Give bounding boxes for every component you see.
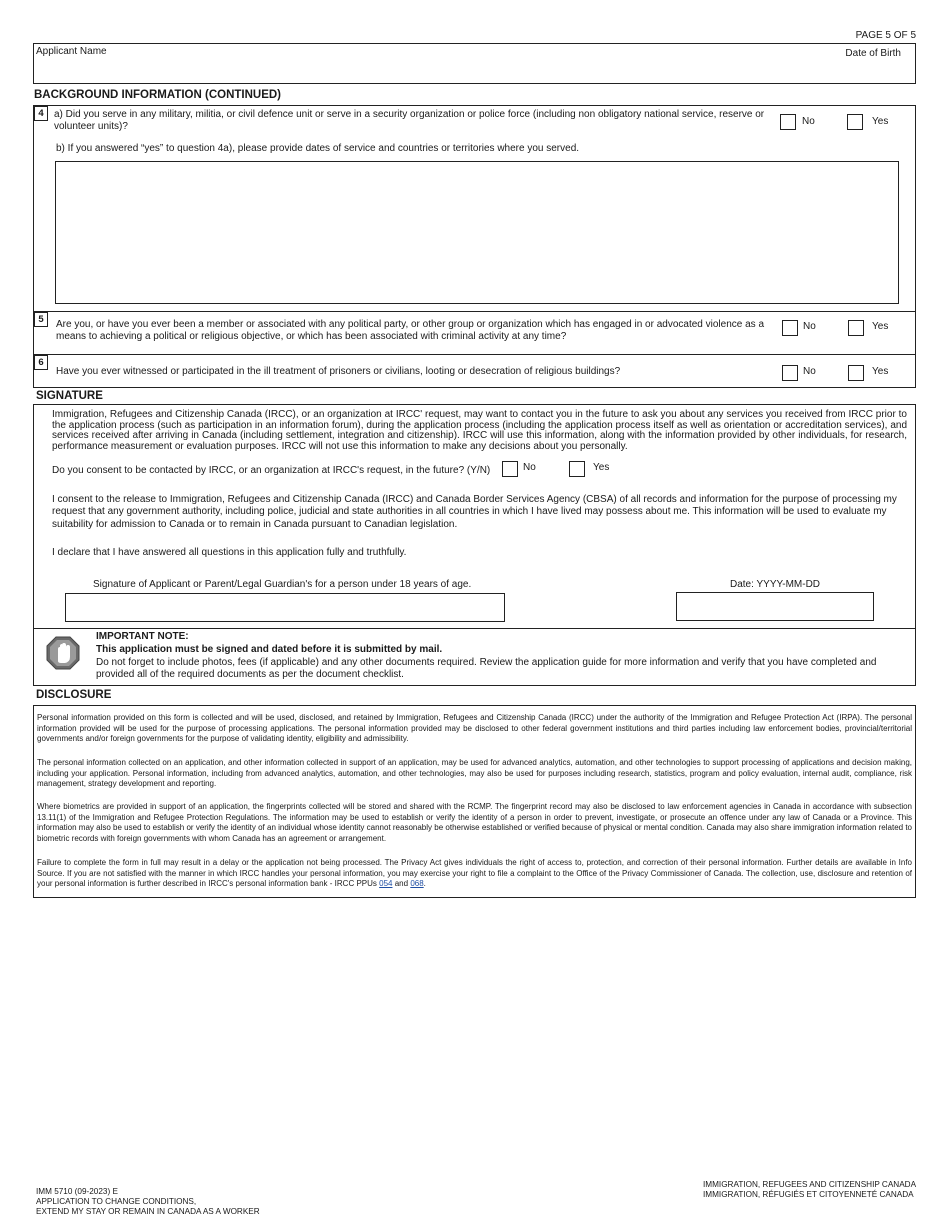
disclosure-paragraph-4 (37, 858, 912, 890)
department-english: IMMIGRATION, REFUGEES AND CITIZENSHIP CANADA (703, 1180, 917, 1189)
q6-no-checkbox[interactable] (782, 365, 798, 381)
release-consent-text: I consent to the release to Immigration, Refugees and Citizenship Canada (IRCC) and Canada Border Services Agency (CBSA) of all records and information for the purpose of processing my request that any government authority, including police, judicial and state authorities in all countries in which I have lived may possess about me. This information will be used to evaluate my suitability for admission to Canada or to remain in Canada pursuant to Canadian legislation. (52, 494, 897, 530)
q5-no-checkbox[interactable] (782, 320, 798, 336)
date-label: Date: YYYY-MM-DD (730, 579, 821, 590)
page-number: PAGE 5 OF 5 (855, 30, 916, 41)
question-6 (33, 354, 916, 388)
declaration-text: I declare that I have answered all questions in this application fully and truthfully. (52, 547, 407, 558)
form-id: IMM 5710 (09-2023) E (36, 1187, 118, 1196)
ppu-068-link[interactable]: 068 (410, 879, 424, 888)
background-title: BACKGROUND INFORMATION (CONTINUED) (34, 89, 282, 101)
department-french: IMMIGRATION, RÉFUGIÉS ET CITOYENNETÉ CANADA (703, 1190, 914, 1199)
consent-question: Do you consent to be contacted by IRCC, or an organization at IRCC's request, in the future? (Y/N) (52, 465, 491, 476)
question-4a-text: a) Did you serve in any military, militia, or civil defence unit or serve in a security organization or police force (including non obligatory national service, reserve or volunteer units)? (54, 109, 765, 132)
q4-yes-checkbox[interactable] (847, 114, 863, 130)
period-text: . (423, 879, 426, 888)
yes-label: Yes (872, 116, 889, 127)
consent-yes-checkbox[interactable] (569, 461, 585, 477)
no-label: No (802, 116, 815, 127)
consent-no-checkbox[interactable] (502, 461, 518, 477)
yes-label: Yes (593, 462, 610, 473)
note-bold-text: This application must be signed and dated before it is submitted by mail. (96, 644, 443, 655)
q5-yes-checkbox[interactable] (848, 320, 864, 336)
and-text: and (394, 879, 409, 888)
important-note (33, 628, 916, 686)
signature-title: SIGNATURE (36, 390, 103, 402)
signature-section (33, 404, 916, 629)
q4-answer-textarea[interactable] (55, 161, 899, 304)
applicant-header (33, 43, 916, 84)
yes-label: Yes (872, 321, 889, 332)
question-number: 4 (34, 106, 48, 121)
question-number: 6 (34, 355, 48, 370)
date-field[interactable] (676, 592, 874, 621)
dob-input[interactable] (821, 60, 911, 80)
note-title: IMPORTANT NOTE: (96, 631, 189, 642)
question-4 (33, 105, 916, 312)
ppu-054-link[interactable]: 054 (379, 879, 393, 888)
disclosure-paragraph-3: Where biometrics are provided in support of an application, the fingerprints collected will be stored and shared with the RCMP. The fingerprint record may also be disclosed to law enforcement agencies in Canada in accordance with subsection 13.11(1) of the Immigration and Refugee Protection Regulations. The information may be used to establish or verify the identity of a person in order to prevent, investigate, or prosecute an offence under any law of Canada or a Province. This information may also be used to establish or verify the identity of an individual whose identity cannot reasonably be otherwise established or verified because of physical or mental condition. Canada may also share immigration information related to biometric records with foreign governments with whom Canada has an agreement or arrangement. (37, 802, 912, 843)
no-label: No (523, 462, 536, 473)
footer-left (36, 1187, 260, 1217)
signature-field[interactable] (65, 593, 505, 622)
disclosure-paragraph-4-text: Failure to complete the form in full may result in a delay or the application not being processed. The Privacy Act gives individuals the right of access to, protection, and correction of their personal information. Further details are available in Info Source. If you are not satisfied with the manner in which IRCC handles your personal information, you may exercise your right to file a complaint to the Office of the Privacy Commissioner of Canada. The collection, use, disclosure and retention of your personal information is further described in IRCC's personal information bank - IRCC PPUs (37, 858, 912, 888)
disclosure-paragraph-1: Personal information provided on this form is collected and will be used, disclosed, and retained by Immigration, Refugees and Citizenship Canada (IRCC) under the authority of the Immigration and Refugee Protection Act (IRPA). The personal information provided will be used for the purpose of processing applications. The personal information provided may be disclosed to other federal government institutions and third parties including law enforcement bodies, provincial/territorial governments and/or foreign governments for the purpose of validating identity, eligibility and admissibility. (37, 713, 912, 743)
q4-no-checkbox[interactable] (780, 114, 796, 130)
question-6-text: Have you ever witnessed or participated in the ill treatment of prisoners or civilians, looting or desecration of religious buildings? (56, 366, 621, 377)
note-body-text: Do not forget to include photos, fees (if applicable) and any other documents required. Review the application guide for more information and verify that you have completed and provided all of the required documents as per the document checklist. (96, 657, 877, 680)
no-label: No (803, 321, 816, 332)
yes-label: Yes (872, 366, 889, 377)
question-4b-text: b) If you answered “yes” to question 4a), please provide dates of service and countries or territories where you served. (56, 143, 580, 154)
signature-label: Signature of Applicant or Parent/Legal Guardian's for a person under 18 years of age. (93, 579, 472, 590)
disclosure-title: DISCLOSURE (36, 689, 112, 701)
question-5-text: Are you, or have you ever been a member or associated with any political party, or other group or organization which has engaged in or advocated violence as a means to achieving a political or religious objective, or which has been associated with criminal activity at any time? (56, 319, 765, 342)
disclosure-section (33, 705, 916, 898)
question-number: 5 (34, 312, 48, 327)
applicant-name-label: Applicant Name (36, 46, 107, 57)
form-title-line-1: APPLICATION TO CHANGE CONDITIONS, (36, 1197, 197, 1206)
applicant-name-input[interactable] (36, 60, 816, 80)
disclosure-paragraph-2: The personal information collected on an application, and other information collected in support of an application, may be used for advanced analytics, automation, and other technologies to support processing of applications and decision making, including your application. Personal information, including from advanced analytics, automation, and other technologies, may also be used for purposes including research, statistics, program and policy evaluation, internal audit, compliance, risk management, strategy development and reporting. (37, 758, 912, 788)
form-title-line-2: EXTEND MY STAY OR REMAIN IN CANADA AS A WORKER (36, 1207, 260, 1216)
no-label: No (803, 366, 816, 377)
warning-hand-icon (45, 635, 81, 671)
q6-yes-checkbox[interactable] (848, 365, 864, 381)
question-5 (33, 311, 916, 355)
footer-right (703, 1180, 916, 1200)
ircc-contact-intro: Immigration, Refugees and Citizenship Canada (IRCC), or an organization at IRCC' request, may want to contact you in the future to ask you about any services you received from IRCC prior to the application process (such as participation in an information forum), during the application process (including the application process itself as well as orientation or accreditation services), and services received after arriving in Canada (including settlement, integration and citizenship). IRCC will use this information, along with the information provided by other individuals, for research, performance measurement or evaluation purposes. IRCC will not use this information to make any decisions about you personally. (52, 409, 907, 452)
dob-label: Date of Birth (845, 48, 901, 59)
